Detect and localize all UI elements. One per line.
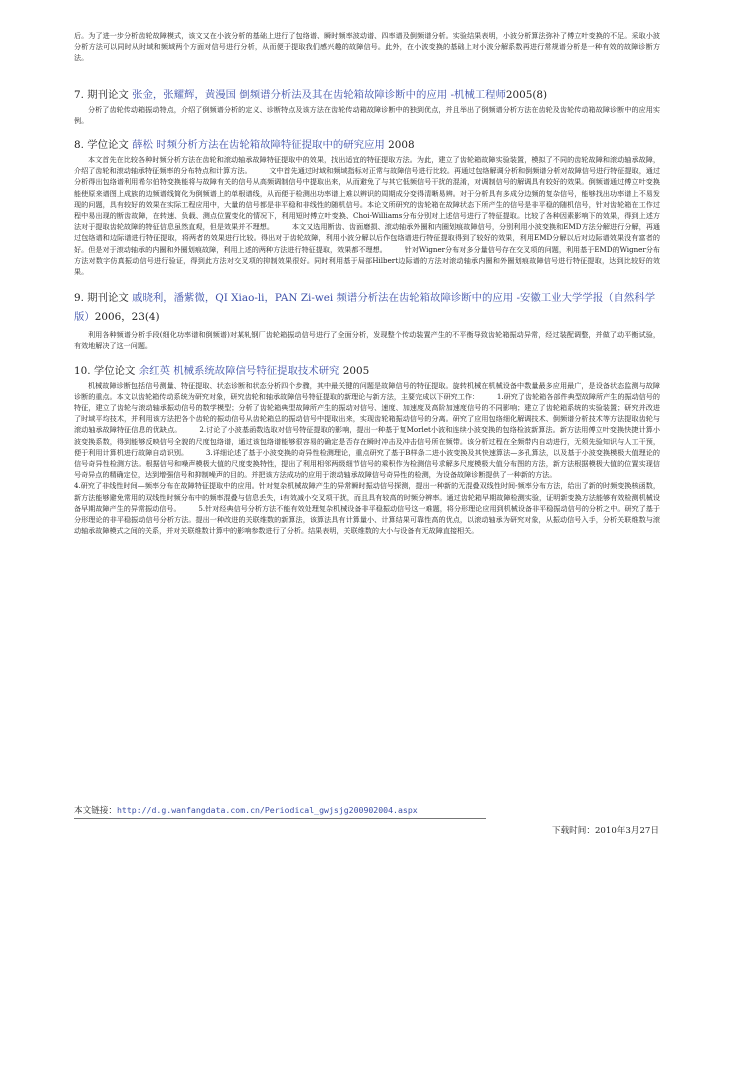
entry-type: 期刊论文 [87, 88, 129, 101]
reference-entry [74, 289, 660, 351]
entry-title-link[interactable]: 频谱分析法在齿轮箱故障诊断中的应用 [336, 292, 514, 305]
entry-type: 期刊论文 [87, 292, 129, 305]
entry-abstract: 本文首先在比较各种时频分析方法在齿轮和滚动轴承故障特征提取中的效果，找出适宜的特征提取方法。为此，建立了齿轮箱故障实验装置，模拟了不同的齿轮故障和滚动轴承故障，介绍了齿轮和滚动轴承特征频率的分布特点和计算方法。 文中首先通过时域和频域指标对正常与故障信号进行比较。再通过包络解调分析和倒频谱分析对故障信号进行特征提取，通过分析得出包络谱利用希尔伯特变换能将与故障有关的信号从高频调制信号中提取出来，从而避免了与其它低频信号干扰的混淆，对调制信号的解调具有较好的效果。倒频谱通过傅立叶变换能使原来谱图上成族的边频谱线简化为倒频谱上的单根谱线，从而便于检测出功率谱上难以辨识的周期成分变得清晰易辨。对于分析具有多成分边频的复杂信号，能够找出功率谱上不易发现的问题，具有较好的效果在实际工程应用中，大量的信号都是非平稳和非线性的随机信号。本论文所研究的齿轮箱在故障状态下所产生的信号是非平稳的随机信号，针对齿轮箱在工作过程中易出现的断齿故障，在转速、负载、测点位置变化的情况下，利用短时傅立叶变换、Choi-Williams分布分别对上述信号进行了特征提取。比较了各种因素影响下的效果，得到上述方法对于提取齿轮故障的特征信息虽然直观，但是效果并不理想。 本文又选用断齿、齿面磨损、滚动轴承外圈和内圈划痕故障信号，分别利用小波变换和EMD方法分解进行分解，再通过包络谱和边际谱进行特征提取，将两者的效果进行比较。得出对于齿轮故障，利用小波分解以后作包络谱进行特征提取得到了较好的效果，利用EMD分解以后对边际谱效果没有富者的好。但是对于滚动轴承的内圈和外圈划痕故障，利用上述的两种方法进行特征提取，效果都不理想。 针对Wigner分布对多分量信号存在交叉项的问题，利用基于EMD的Wigner分布方法对数字仿真振动信号进行验证，得到此方法对交叉项的抑制效果很好。同时利用基于局部Hilbert边际谱的方法对滚动轴承内圈和外圈划痕故障信号进行特征提取，达到比较好的效果。 [74, 155, 660, 277]
article-link-url[interactable]: http://d.g.wanfangdata.com.cn/Periodical_gwjsjg200902004.aspx [116, 805, 418, 815]
entry-number: 7. [74, 88, 84, 101]
entry-abstract: 利用各种频谱分析手段(细化功率谱和倒频谱)对某轧钢厂齿轮箱振动信号进行了全面分析，发现整个传动装置产生的不平衡导致齿轮箱振动异常，经过装配调整，并做了动平衡试验，有效地解决了这一问题。 [74, 330, 660, 351]
entry-number: 9. [74, 292, 84, 305]
entry-title-link[interactable]: 机械系统故障信号特征提取技术研究 [173, 364, 340, 377]
entry-number: 8. [74, 139, 84, 152]
reference-entry [74, 138, 660, 277]
entry-authors-link[interactable]: 张金，张耀辉，黄漫国 [132, 88, 237, 101]
entry-heading [74, 289, 660, 327]
entry-authors-link[interactable]: 戚晓利，潘紫微，QI Xiao-li，PAN Zi-wei [132, 292, 334, 305]
entry-title-link[interactable]: 时频分析方法在齿轮箱故障特征提取中的研究应用 [156, 139, 385, 152]
entry-source-link[interactable]: -安徽工业大学学报（自然科学版） [74, 292, 656, 324]
entry-authors-link[interactable]: 余红英 [138, 364, 170, 377]
entry-title-link[interactable]: 倒频谱分析法及其在齿轮箱故障诊断中的应用 [239, 88, 448, 101]
entry-type: 学位论文 [93, 364, 136, 377]
intro-paragraph: 后。为了进一步分析齿轮故障模式，该文又在小波分析的基础上进行了包络谱、瞬时频率波动谱、四率谱及倒频谱分析。实验结果表明，小波分析算法弥补了傅立叶变换的不足。采取小波分析方法可以同时从时域和频域两个方面对信号进行分析，从而便于提取我们感兴趣的故障信号。此外，在小波变换的基础上对小波分解系数再进行常规谱分析是一种有效的故障诊断方法。 [74, 31, 660, 63]
entry-year: 2005(8) [505, 88, 548, 101]
footer-divider [74, 818, 486, 819]
reference-entry [74, 88, 660, 126]
entry-heading [74, 88, 660, 102]
entry-authors-link[interactable]: 薛松 [132, 139, 153, 152]
entry-abstract: 机械故障诊断包括信号测量、特征提取、状态诊断和状态分析四个步骤，其中最关键的问题是故障信号的特征提取。旋转机械在机械设备中数量最多应用最广，是设备状态监测与故障诊断的重点。本文以齿轮箱传动系统为研究对象，研究齿轮和轴承故障信号特征提取的新理论与新方法，主要完成以下研究工作： 1.研究了齿轮箱各部件典型故障所产生的振动信号的特征，建立了齿轮与滚动轴承振动信号的数学模型；分析了齿轮箱典型故障所产生的振动对信号、速度、加速度及高阶加速度信号的不同影响；建立了齿轮箱系统的实验装置；研究并改进了时域平均技术，并利用该方法把各个齿轮的振动信号从齿轮箱总的振动信号中提取出来，实现齿轮箱振动信号的分离。研究了应用包络细化解调技术、倒频谱分析技术等方法提取齿轮与滚动轴承故障特征信息的优缺点。 2.讨论了小波基函数选取对信号特征提取的影响，提出一种基于复Morlet小波和连续小波变换的包络检波新算法。新方法用傅立叶变换快捷计算小波变换系数，得到能够反映信号全貌的尺度包络谱，通过该包络谱能够很容易的确定是否存在瞬时冲击及冲击信号所在频带。该分析过程在全频带内自动进行，无须先验知识与人工干预，便于利用计算机进行故障自动识别。 3.详细论述了基于小波变换的奇异性检测理论，重点研究了基于B样条二进小波变换及其快速算法—多孔算法，以及基于小波变换模极大值理论的信号奇异性检测方法。根据信号和噪声模极大值的尺度变换特性，提出了利用相邻两级细节信号的乘积作为检测信号求解多尺度模极大值分布图的方法，新方法根据模极大值的位置实现信号奇异点的精确定位，达到增强信号和抑制噪声的目的。并把该方法成功的应用于滚动轴承故障信号奇异性的检测，为设备故障诊断提供了一种新的方法。 4.研究了非线性时间—频率分布在故障特征提取中的应用。针对复杂机械故障产生的异常瞬时振动信号探测，提出一种新的无混叠双线性时间-频率分布方法，给出了新的时频变换核函数，新方法能够避免常用的双线性时频分布中的频率混叠与信息丢失，i有效减小交叉项干扰，而且具有较高的时频分辨率。通过齿轮箱早期故障检测实验，证明新变换方法能够有效检测机械设备早期故障产生的异常振动信号。 5.针对经典信号分析方法不能有效处理复杂机械设备非平稳振动信号这一难题，将分形理论应用到机械设备非平稳振动信号的分析之中。研究了基于分形理论的非平稳振动信号分析方法。提出一种改进的关联维数的新算法，该算法具有计算量小、计算结果可靠性高的优点，以滚动轴承为研究对象，从振动信号入手，分析关联维数与滚动轴承故障模式之间的关系，并对关联维数计算中的影响参数进行了分析。结果表明，关联维数的大小与设备有无故障直接相关。 [74, 380, 660, 536]
entry-source-link[interactable]: -机械工程师 [450, 88, 506, 101]
article-link-label: 本文链接： [74, 806, 117, 816]
entry-type: 学位论文 [87, 139, 129, 152]
entry-year: 2005 [342, 364, 370, 377]
article-link-line [74, 804, 418, 817]
entry-number: 10. [74, 364, 91, 377]
download-time: 下载时间：2010年3月27日 [551, 826, 659, 836]
entry-abstract: 分析了齿轮传动箱振动特点，介绍了倒频谱分析的定义、诊断特点及该方法在齿轮传动箱故障诊断中的独到优点，并且举出了倒频谱分析方法在齿轮及齿轮传动箱故障诊断中的应用实例。 [74, 104, 660, 125]
reference-entry [74, 364, 660, 537]
entry-year: 2006，23(4) [94, 311, 160, 324]
entry-year: 2008 [388, 139, 415, 152]
entry-heading [74, 138, 660, 152]
entry-heading [74, 364, 660, 378]
document-body [74, 30, 660, 537]
